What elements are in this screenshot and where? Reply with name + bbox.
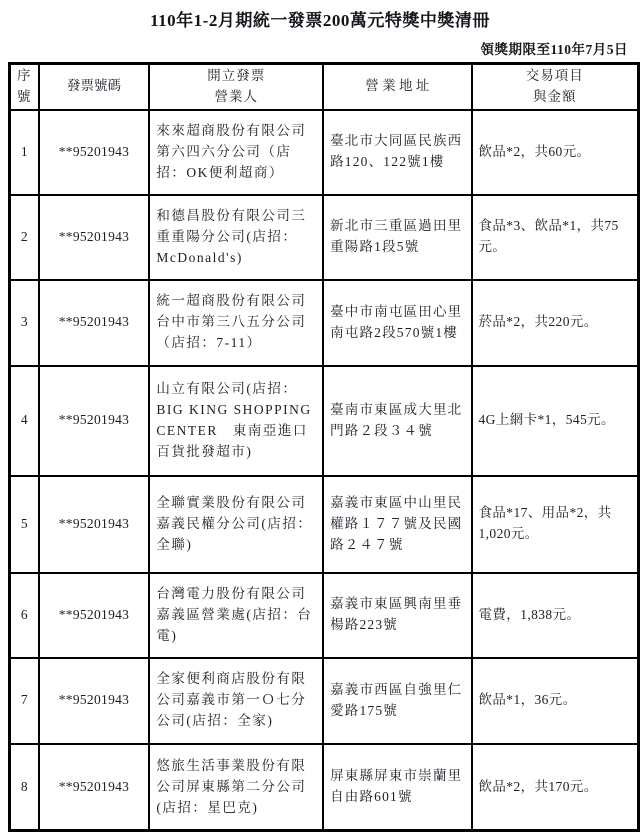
seller-cell: 悠旅生活事業股份有限公司屏東縣第二分公司(店招：星巴克) <box>149 744 323 831</box>
table-row <box>10 573 639 658</box>
page-title: 110年1-2月期統一發票200萬元特獎中獎清冊 <box>150 11 490 30</box>
seller-cell: 全聯實業股份有限公司嘉義民權分公司(店招：全聯) <box>149 476 323 573</box>
header-item-line1: 交易項目 <box>525 68 584 83</box>
seq-cell: 1 <box>10 110 39 195</box>
column-header-item <box>472 64 639 110</box>
address-cell: 屏東縣屏東市崇蘭里自由路601號 <box>323 744 471 831</box>
invoice-cell: **95201943 <box>39 280 150 366</box>
column-header-invoice: 發票號碼 <box>39 64 150 110</box>
item-cell: 飲品*2，共60元。 <box>472 110 639 195</box>
seller-cell: 來來超商股份有限公司第六四六分公司（店招：OK便利超商） <box>149 110 323 195</box>
item-cell: 飲品*2，共170元。 <box>472 744 639 831</box>
invoice-cell: **95201943 <box>39 110 150 195</box>
seq-cell: 3 <box>10 280 39 366</box>
address-cell: 臺北市大同區民族西路120、122號1樓 <box>323 110 471 195</box>
column-header-seq <box>10 64 39 110</box>
table-row <box>10 366 639 476</box>
invoice-cell: **95201943 <box>39 573 150 658</box>
item-cell: 菸品*2，共220元。 <box>472 280 639 366</box>
seq-cell: 7 <box>10 658 39 744</box>
item-cell: 電費，1,838元。 <box>472 573 639 658</box>
address-cell: 臺中市南屯區田心里南屯路2段570號1樓 <box>323 280 471 366</box>
address-cell: 臺南市東區成大里北門路２段３４號 <box>323 366 471 476</box>
invoice-cell: **95201943 <box>39 195 150 280</box>
invoice-cell: **95201943 <box>39 476 150 573</box>
deadline-note: 領獎期限至110年7月5日 <box>480 42 628 57</box>
header-seq-line2: 號 <box>17 88 32 104</box>
header-row <box>10 64 639 110</box>
column-header-address: 營 業 地 址 <box>323 64 471 110</box>
header-seller-line2: 營業人 <box>214 88 258 104</box>
address-cell: 嘉義市東區中山里民權路１７７號及民國路２４７號 <box>323 476 471 573</box>
header-seller-line1: 開立發票 <box>207 68 266 83</box>
header-seq-line1: 序 <box>17 68 32 83</box>
invoice-cell: **95201943 <box>39 744 150 831</box>
item-cell: 食品*3、飲品*1，共75元。 <box>472 195 639 280</box>
seq-cell: 2 <box>10 195 39 280</box>
seller-cell: 和德昌股份有限公司三重重陽分公司(店招：McDonald's) <box>149 195 323 280</box>
table-row <box>10 744 639 831</box>
item-cell: 飲品*1，36元。 <box>472 658 639 744</box>
address-cell: 新北市三重區過田里重陽路1段5號 <box>323 195 471 280</box>
seller-cell: 台灣電力股份有限公司嘉義區營業處(店招：台電) <box>149 573 323 658</box>
table-row <box>10 476 639 573</box>
seq-cell: 6 <box>10 573 39 658</box>
seller-cell: 山立有限公司(店招：BIG KING SHOPPING CENTER 東南亞進口百貨批發超市) <box>149 366 323 476</box>
invoice-cell: **95201943 <box>39 366 150 476</box>
item-cell: 4G上網卡*1，545元。 <box>472 366 639 476</box>
seq-cell: 8 <box>10 744 39 831</box>
address-cell: 嘉義市西區自強里仁愛路175號 <box>323 658 471 744</box>
table-row <box>10 195 639 280</box>
header-item-line2: 與金額 <box>533 88 577 104</box>
table-row <box>10 658 639 744</box>
winners-table <box>8 62 640 832</box>
seq-cell: 4 <box>10 366 39 476</box>
seq-cell: 5 <box>10 476 39 573</box>
column-header-seller <box>149 64 323 110</box>
seller-cell: 統一超商股份有限公司台中市第三八五分公司（店招：7-11） <box>149 280 323 366</box>
table-row <box>10 110 639 195</box>
invoice-cell: **95201943 <box>39 658 150 744</box>
address-cell: 嘉義市東區興南里垂楊路223號 <box>323 573 471 658</box>
seller-cell: 全家便利商店股份有限公司嘉義市第一Ｏ七分公司(店招：全家) <box>149 658 323 744</box>
item-cell: 食品*17、用品*2，共1,020元。 <box>472 476 639 573</box>
table-row <box>10 280 639 366</box>
